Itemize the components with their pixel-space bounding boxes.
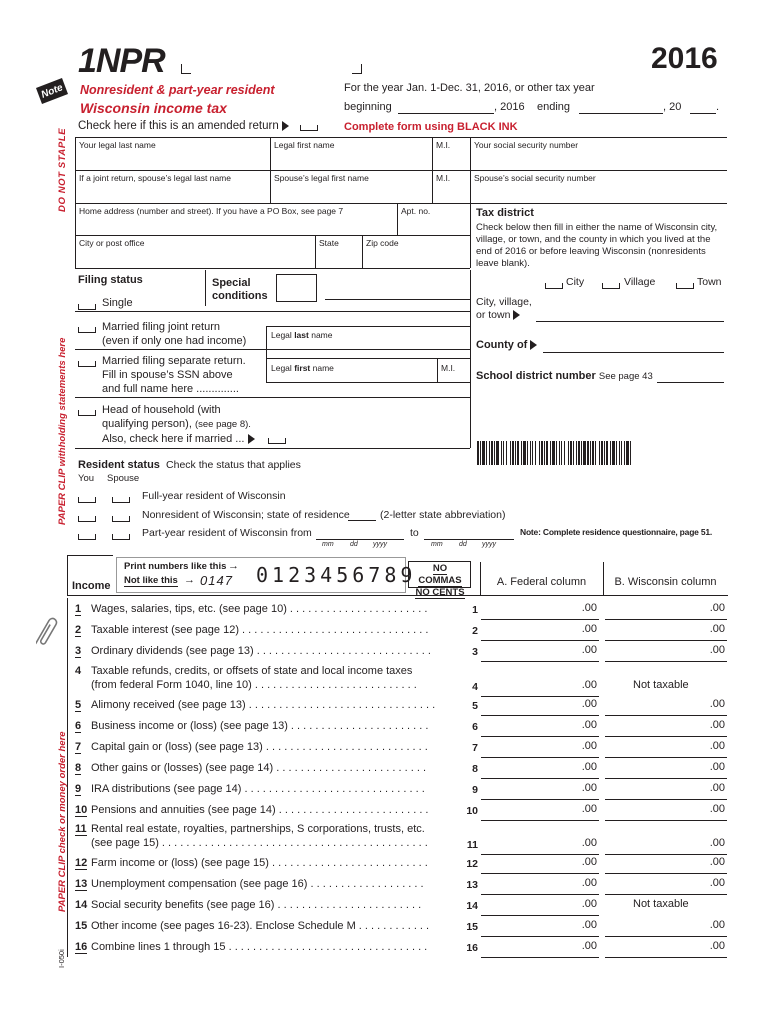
line-number: 8	[75, 762, 82, 774]
col-a-header: A. Federal column	[496, 576, 587, 588]
federal-amount: .00	[581, 644, 597, 656]
barcode-bar	[624, 441, 625, 465]
state-field[interactable]: State	[319, 238, 339, 248]
form-title-line2: Wisconsin income tax	[80, 100, 227, 116]
barcode-bar	[489, 441, 490, 465]
federal-amount: .00	[581, 602, 597, 614]
barcode-bar	[486, 441, 487, 465]
line-number: 9	[75, 783, 82, 795]
federal-amount: .00	[581, 803, 597, 815]
federal-amount: .00	[581, 740, 597, 752]
special-conditions-box[interactable]	[276, 274, 317, 302]
income-line-13	[67, 877, 728, 897]
line-label: Rental real estate, royalties, partnerships, S corporations, trusts, etc.	[91, 823, 425, 835]
mfs-label: Married filing separate return. Fill in spouse’s SSN above and full name here ..............	[102, 355, 246, 395]
line-ref-number: 2	[472, 625, 478, 637]
amended-label: Check here if this is an amended return	[78, 120, 289, 132]
single-label: Single	[102, 297, 133, 309]
barcode-bar	[592, 441, 594, 465]
federal-amount: .00	[581, 898, 597, 910]
federal-amount: .00	[581, 940, 597, 952]
barcode-bar	[515, 441, 516, 465]
spouse-legal-first-field[interactable]: Legal first name	[271, 363, 334, 373]
tax-district-text: Check below then fill in either the name of Wisconsin city, village, or town, and the county in which you lived at the end of 2016 or before leaving Wisconsin (nonresidents leave blank).	[476, 222, 718, 269]
form-code: I-050i	[57, 949, 66, 968]
barcode-bar	[506, 441, 507, 465]
wisconsin-amount: .00	[709, 919, 725, 931]
barcode-bar	[587, 441, 589, 465]
federal-amount-field[interactable]	[481, 781, 599, 800]
apt-no-field[interactable]: Apt. no.	[401, 206, 431, 216]
income-line-16	[67, 940, 728, 960]
barcode-bar	[559, 441, 560, 465]
barcode-bar	[512, 441, 514, 465]
mfs-checkbox[interactable]	[78, 361, 96, 367]
income-line-1	[67, 602, 728, 622]
do-not-staple-text: DO NOT STAPLE	[57, 127, 68, 212]
line-label: Taxable refunds, credits, or offsets of state and local income taxes	[91, 665, 413, 677]
no-commas-label: NO COMMAS	[418, 563, 462, 586]
barcode-bar	[546, 441, 548, 465]
barcode-bar	[521, 441, 522, 465]
barcode-bar	[523, 441, 526, 465]
bad-number-sample: 0147	[200, 573, 233, 588]
line-number: 2	[75, 624, 82, 636]
wisconsin-amount-field[interactable]	[605, 781, 727, 800]
federal-amount: .00	[581, 679, 597, 691]
barcode-bar	[581, 441, 582, 465]
wisconsin-amount: .00	[709, 940, 725, 952]
village-checkbox[interactable]	[602, 283, 620, 289]
line-ref-number: 14	[466, 900, 478, 912]
barcode-bar	[576, 441, 577, 465]
row-left-rule	[67, 873, 68, 894]
paperclip-icon	[36, 612, 58, 657]
wisconsin-amount-field[interactable]	[605, 876, 727, 895]
not-taxable-label: Not taxable	[633, 898, 689, 910]
income-line-4	[67, 664, 728, 693]
spouse-mi-field[interactable]: M.I.	[436, 173, 451, 183]
income-line-7	[67, 740, 728, 760]
home-address-field[interactable]: Home address (number and street). If you have a PO Box, see page 7	[79, 206, 344, 216]
line-label: Alimony received (see page 13) . . . . . . . . . . . . . . . . . . . . . . . . . . . . . . .	[91, 699, 436, 711]
barcode-bar	[578, 441, 580, 465]
line-number: 4	[75, 665, 82, 677]
barcode-bar	[616, 441, 617, 465]
barcode-bar	[564, 441, 565, 465]
city-option-label: City	[566, 276, 585, 288]
barcode-bar	[530, 441, 531, 465]
federal-amount: .00	[581, 623, 597, 635]
barcode-bar	[604, 441, 605, 465]
row-left-rule	[67, 915, 68, 936]
line-number: 16	[75, 941, 88, 953]
wisconsin-amount-field	[605, 678, 727, 696]
line-number: 10	[75, 804, 88, 816]
barcode-bar	[482, 441, 485, 465]
line-number: 7	[75, 741, 82, 753]
line-label: Unemployment compensation (see page 16) . . . . . . . . . . . . . . . . . . .	[91, 878, 424, 890]
spouse-full-year-checkbox[interactable]	[112, 497, 130, 503]
row-left-rule	[67, 818, 68, 854]
income-title: Income	[72, 580, 111, 592]
wisconsin-amount: .00	[709, 803, 725, 815]
wisconsin-amount: .00	[709, 740, 725, 752]
line-label: Ordinary dividends (see page 13) . . . . . . . . . . . . . . . . . . . . . . . . . . . . .	[91, 645, 431, 657]
line-label: Other gains or (losses) (see page 14) . . . . . . . . . . . . . . . . . . . . . . . . .	[91, 762, 427, 774]
line-ref-number: 7	[472, 742, 478, 754]
federal-amount-field[interactable]	[481, 718, 599, 737]
wisconsin-amount-field[interactable]	[605, 802, 727, 821]
line-label: Combine lines 1 through 15 . . . . . . . . . . . . . . . . . . . . . . . . . . . . . . . . .	[91, 941, 428, 953]
row-left-rule	[67, 598, 68, 619]
line-number: 14	[75, 899, 88, 911]
federal-amount-field[interactable]	[481, 855, 599, 874]
spouse-col-label: Spouse	[107, 473, 140, 484]
barcode-bar	[621, 441, 622, 465]
line-ref-number: 4	[472, 681, 478, 693]
wisconsin-amount-field[interactable]	[605, 601, 727, 620]
line-ref-number: 5	[472, 700, 478, 712]
barcode-bar	[573, 441, 574, 465]
barcode-bar	[535, 441, 536, 465]
row-left-rule	[67, 778, 68, 799]
row-left-rule	[67, 894, 68, 915]
county-field[interactable]	[543, 352, 724, 353]
federal-amount-field[interactable]	[481, 739, 599, 758]
form-id: 1NPR	[78, 42, 165, 80]
special-conditions-line[interactable]	[325, 299, 470, 300]
school-district-field[interactable]	[657, 382, 724, 383]
line-ref-number: 8	[472, 763, 478, 775]
cvt-name-field[interactable]	[536, 321, 724, 322]
line-number: 1	[75, 603, 82, 615]
barcode-bar	[556, 441, 557, 465]
row-left-rule	[67, 660, 68, 696]
federal-amount: .00	[581, 856, 597, 868]
federal-amount-field[interactable]	[481, 876, 599, 895]
good-number-sample: 0123456789	[256, 563, 417, 587]
line-label: IRA distributions (see page 14) . . . . . . . . . . . . . . . . . . . . . . . . . . . . . .	[91, 783, 425, 795]
federal-amount-field[interactable]	[481, 918, 599, 937]
tax-year-text: For the year Jan. 1-Dec. 31, 2016, or other tax year	[344, 82, 595, 94]
corner-mark-left	[181, 64, 191, 74]
from-date-field[interactable]	[316, 539, 404, 540]
line-label: Taxable interest (see page 12) . . . . . . . . . . . . . . . . . . . . . . . . . . . . . . .	[91, 624, 429, 636]
federal-amount: .00	[581, 719, 597, 731]
federal-amount-field[interactable]	[481, 897, 599, 916]
barcode-bar	[501, 441, 502, 465]
county-label: County of	[476, 339, 537, 351]
federal-amount: .00	[581, 837, 597, 849]
town-checkbox[interactable]	[676, 283, 694, 289]
barcode-bar	[619, 441, 620, 465]
barcode-bar	[595, 441, 596, 465]
income-line-3	[67, 644, 728, 664]
income-line-8	[67, 761, 728, 781]
you-col-label: You	[78, 473, 95, 484]
spouse-mi-field-2[interactable]: M.I.	[441, 363, 456, 373]
town-option-label: Town	[697, 276, 722, 288]
city-checkbox[interactable]	[545, 283, 563, 289]
row-left-rule	[67, 640, 68, 661]
not-taxable-label: Not taxable	[633, 679, 689, 691]
federal-amount-field[interactable]	[481, 760, 599, 779]
wisconsin-amount: .00	[709, 877, 725, 889]
barcode-bar	[552, 441, 555, 465]
not-like-label: Not like this	[124, 575, 178, 586]
barcode-bar	[510, 441, 511, 465]
clip-withholding-text: PAPER CLIP withholding statements here	[57, 337, 68, 525]
barcode-bar	[601, 441, 603, 465]
federal-amount-field[interactable]	[481, 939, 599, 958]
barcode-bar	[494, 441, 495, 465]
barcode-bar	[599, 441, 600, 465]
federal-amount: .00	[581, 919, 597, 931]
row-left-rule	[67, 715, 68, 736]
spouse-part-year-checkbox[interactable]	[112, 534, 130, 540]
hoh-label: Head of household (with qualifying person), (see page 8). Also, check here if married ...	[102, 403, 255, 446]
barcode-bar	[550, 441, 551, 465]
zip-code-field[interactable]: Zip code	[366, 238, 399, 248]
income-line-14	[67, 898, 728, 918]
row-left-rule	[67, 619, 68, 640]
form-title-line1: Nonresident & part-year resident	[80, 83, 275, 97]
spouse-ssn-field[interactable]: Spouse’s social security number	[474, 173, 596, 183]
year-tail: , 20	[663, 101, 682, 113]
line-label: Pensions and annuities (see page 14) . . . . . . . . . . . . . . . . . . . . . . . . .	[91, 804, 429, 816]
barcode-bar	[561, 441, 562, 465]
print-like-label: Print numbers like this	[124, 561, 227, 572]
to-label: to	[410, 527, 419, 539]
federal-amount-field[interactable]	[481, 836, 599, 855]
barcode-bar	[583, 441, 586, 465]
line-ref-number: 9	[472, 784, 478, 796]
income-line-9	[67, 782, 728, 802]
note-badge: Note	[36, 82, 68, 104]
barcode-bar	[570, 441, 572, 465]
row-left-rule	[67, 936, 68, 957]
line-label: Capital gain or (loss) (see page 13) . . . . . . . . . . . . . . . . . . . . . . . . . . .	[91, 741, 428, 753]
corner-mark-right	[352, 64, 362, 74]
barcode	[477, 441, 717, 465]
line-number: 13	[75, 878, 88, 890]
line-ref-number: 16	[466, 942, 478, 954]
spouse-nonresident-checkbox[interactable]	[112, 516, 130, 522]
your-ssn-field[interactable]: Your social security number	[474, 140, 579, 150]
line-label-cont: (see page 15) . . . . . . . . . . . . . . . . . . . . . . . . . . . . . . . . . . . . . . . . . . . .	[91, 837, 428, 849]
barcode-bar	[496, 441, 499, 465]
line-ref-number: 1	[472, 604, 478, 616]
line-number: 3	[75, 645, 82, 657]
your-last-name-field[interactable]: Your legal last name	[79, 140, 156, 150]
income-line-6	[67, 719, 728, 739]
wisconsin-amount-field[interactable]	[605, 718, 727, 737]
beginning-label: beginning	[344, 101, 392, 113]
wisconsin-amount-field[interactable]	[605, 760, 727, 779]
line-ref-number: 6	[472, 721, 478, 733]
wisconsin-amount: .00	[709, 837, 725, 849]
barcode-bar	[527, 441, 528, 465]
federal-amount: .00	[581, 877, 597, 889]
line-label: Farm income or (loss) (see page 15) . . . . . . . . . . . . . . . . . . . . . . . . . .	[91, 857, 428, 869]
barcode-bar	[477, 441, 479, 465]
wisconsin-amount-field[interactable]	[605, 939, 727, 958]
hoh-married-checkbox[interactable]	[268, 438, 286, 444]
wisconsin-amount: .00	[709, 782, 725, 794]
barcode-bar	[539, 441, 540, 465]
federal-amount-field[interactable]	[481, 802, 599, 821]
income-line-2	[67, 623, 728, 643]
mi-field[interactable]: M.I.	[436, 140, 451, 150]
row-left-rule	[67, 694, 68, 715]
line-number: 12	[75, 857, 88, 869]
income-line-5	[67, 698, 728, 718]
line-label: Wages, salaries, tips, etc. (see page 10) . . . . . . . . . . . . . . . . . . . . . . .	[91, 603, 428, 615]
school-district-label: School district number See page 43	[476, 370, 653, 382]
wisconsin-amount-field[interactable]	[605, 918, 727, 937]
hoh-checkbox[interactable]	[78, 410, 96, 416]
filing-status-title: Filing status	[78, 274, 143, 286]
wisconsin-amount: .00	[709, 719, 725, 731]
you-part-year-checkbox[interactable]	[78, 534, 96, 540]
wisconsin-amount: .00	[709, 698, 725, 710]
ending-label: ending	[537, 101, 571, 113]
nonresident-label: Nonresident of Wisconsin; state of residence	[142, 509, 350, 521]
to-date-field[interactable]	[424, 539, 514, 540]
line-number: 15	[75, 920, 88, 932]
legal-first-name-field[interactable]: Legal first name	[274, 140, 335, 150]
line-ref-number: 10	[466, 805, 478, 817]
wisconsin-amount-field	[605, 897, 727, 915]
federal-amount: .00	[581, 761, 597, 773]
barcode-bar	[590, 441, 591, 465]
line-ref-number: 3	[472, 646, 478, 658]
line-ref-number: 11	[466, 839, 478, 851]
row-left-rule	[67, 852, 68, 873]
year-sep: , 2016	[494, 101, 525, 113]
line-ref-number: 15	[466, 921, 478, 933]
federal-amount-field[interactable]	[481, 622, 599, 641]
line-ref-number: 12	[466, 858, 478, 870]
wisconsin-amount-field[interactable]	[605, 697, 727, 716]
row-left-rule	[67, 736, 68, 757]
form-year: 2016	[651, 42, 718, 75]
federal-amount: .00	[581, 698, 597, 710]
federal-amount-field[interactable]	[481, 601, 599, 620]
income-line-15	[67, 919, 728, 939]
wisconsin-amount-field[interactable]	[605, 622, 727, 641]
line-number: 11	[75, 823, 87, 835]
state-abbr-field[interactable]	[348, 520, 376, 521]
spouse-first-name-field[interactable]: Spouse’s legal first name	[274, 173, 369, 183]
ending-date-field[interactable]	[579, 113, 663, 114]
income-line-10	[67, 803, 728, 823]
resident-status-title: Resident status Check the status that applies	[78, 459, 301, 471]
barcode-bar	[491, 441, 493, 465]
residence-note: Note: Complete residence questionnaire, page 51.	[520, 527, 713, 537]
wisconsin-amount: .00	[709, 761, 725, 773]
line-label-cont: (from federal Form 1040, line 10) . . . . . . . . . . . . . . . . . . . . . . . . . . .	[91, 679, 417, 691]
barcode-bar	[480, 441, 481, 465]
single-checkbox[interactable]	[78, 304, 96, 310]
row-left-rule	[67, 799, 68, 820]
federal-amount-field[interactable]	[481, 697, 599, 716]
mfj-checkbox[interactable]	[78, 327, 96, 333]
federal-amount-field[interactable]	[481, 643, 599, 662]
no-cents-label: NO CENTS	[415, 587, 465, 598]
clip-check-text: PAPER CLIP check or money order here	[57, 731, 68, 912]
special-conditions-label: Special conditions	[212, 277, 268, 302]
cvt-label: City, village, or town	[476, 296, 532, 321]
barcode-bar	[606, 441, 608, 465]
wisconsin-amount: .00	[709, 644, 725, 656]
barcode-bar	[532, 441, 533, 465]
spouse-legal-last-field[interactable]: Legal last name	[271, 330, 333, 340]
full-year-label: Full-year resident of Wisconsin	[142, 490, 286, 502]
tax-district-title: Tax district	[476, 207, 534, 219]
income-line-12	[67, 856, 728, 876]
barcode-bar	[610, 441, 611, 465]
line-label: Other income (see pages 16-23). Enclose Schedule M . . . . . . . . . . . .	[91, 920, 430, 932]
line-number: 6	[75, 720, 82, 732]
you-full-year-checkbox[interactable]	[78, 497, 96, 503]
wisconsin-amount: .00	[709, 856, 725, 868]
you-nonresident-checkbox[interactable]	[78, 516, 96, 522]
village-option-label: Village	[624, 276, 656, 288]
line-label: Business income or (loss) (see page 13) . . . . . . . . . . . . . . . . . . . . . . .	[91, 720, 429, 732]
wisconsin-amount-field[interactable]	[605, 855, 727, 874]
wisconsin-amount-field[interactable]	[605, 739, 727, 758]
barcode-bar	[541, 441, 543, 465]
line-label: Social security benefits (see page 16) . . . . . . . . . . . . . . . . . . . . . . . .	[91, 899, 422, 911]
barcode-bar	[503, 441, 504, 465]
state-abbr-label: (2-letter state abbreviation)	[380, 509, 506, 521]
part-year-label: Part-year resident of Wisconsin from	[142, 527, 312, 539]
row-left-rule	[67, 757, 68, 778]
barcode-bar	[630, 441, 631, 465]
col-b-header: B. Wisconsin column	[614, 576, 717, 588]
amended-checkbox[interactable]	[300, 125, 318, 131]
ink-note: Complete form using BLACK INK	[344, 121, 518, 133]
wisconsin-amount-field[interactable]	[605, 643, 727, 662]
city-post-office-field[interactable]: City or post office	[79, 238, 145, 248]
mfj-label: Married filing joint return (even if only one had income)	[102, 321, 247, 347]
beginning-date-field[interactable]	[398, 113, 494, 114]
income-line-11	[67, 822, 728, 851]
wisconsin-amount-field[interactable]	[605, 836, 727, 855]
barcode-bar	[626, 441, 629, 465]
federal-amount: .00	[581, 782, 597, 794]
barcode-bar	[612, 441, 615, 465]
barcode-bar	[517, 441, 519, 465]
wisconsin-amount: .00	[709, 602, 725, 614]
barcode-bar	[544, 441, 545, 465]
line-number: 5	[75, 699, 82, 711]
line-ref-number: 13	[466, 879, 478, 891]
federal-amount-field[interactable]	[481, 678, 599, 697]
spouse-last-name-field[interactable]: If a joint return, spouse’s legal last name	[79, 173, 231, 183]
wisconsin-amount: .00	[709, 623, 725, 635]
barcode-bar	[568, 441, 569, 465]
ending-year-field[interactable]	[690, 113, 716, 114]
